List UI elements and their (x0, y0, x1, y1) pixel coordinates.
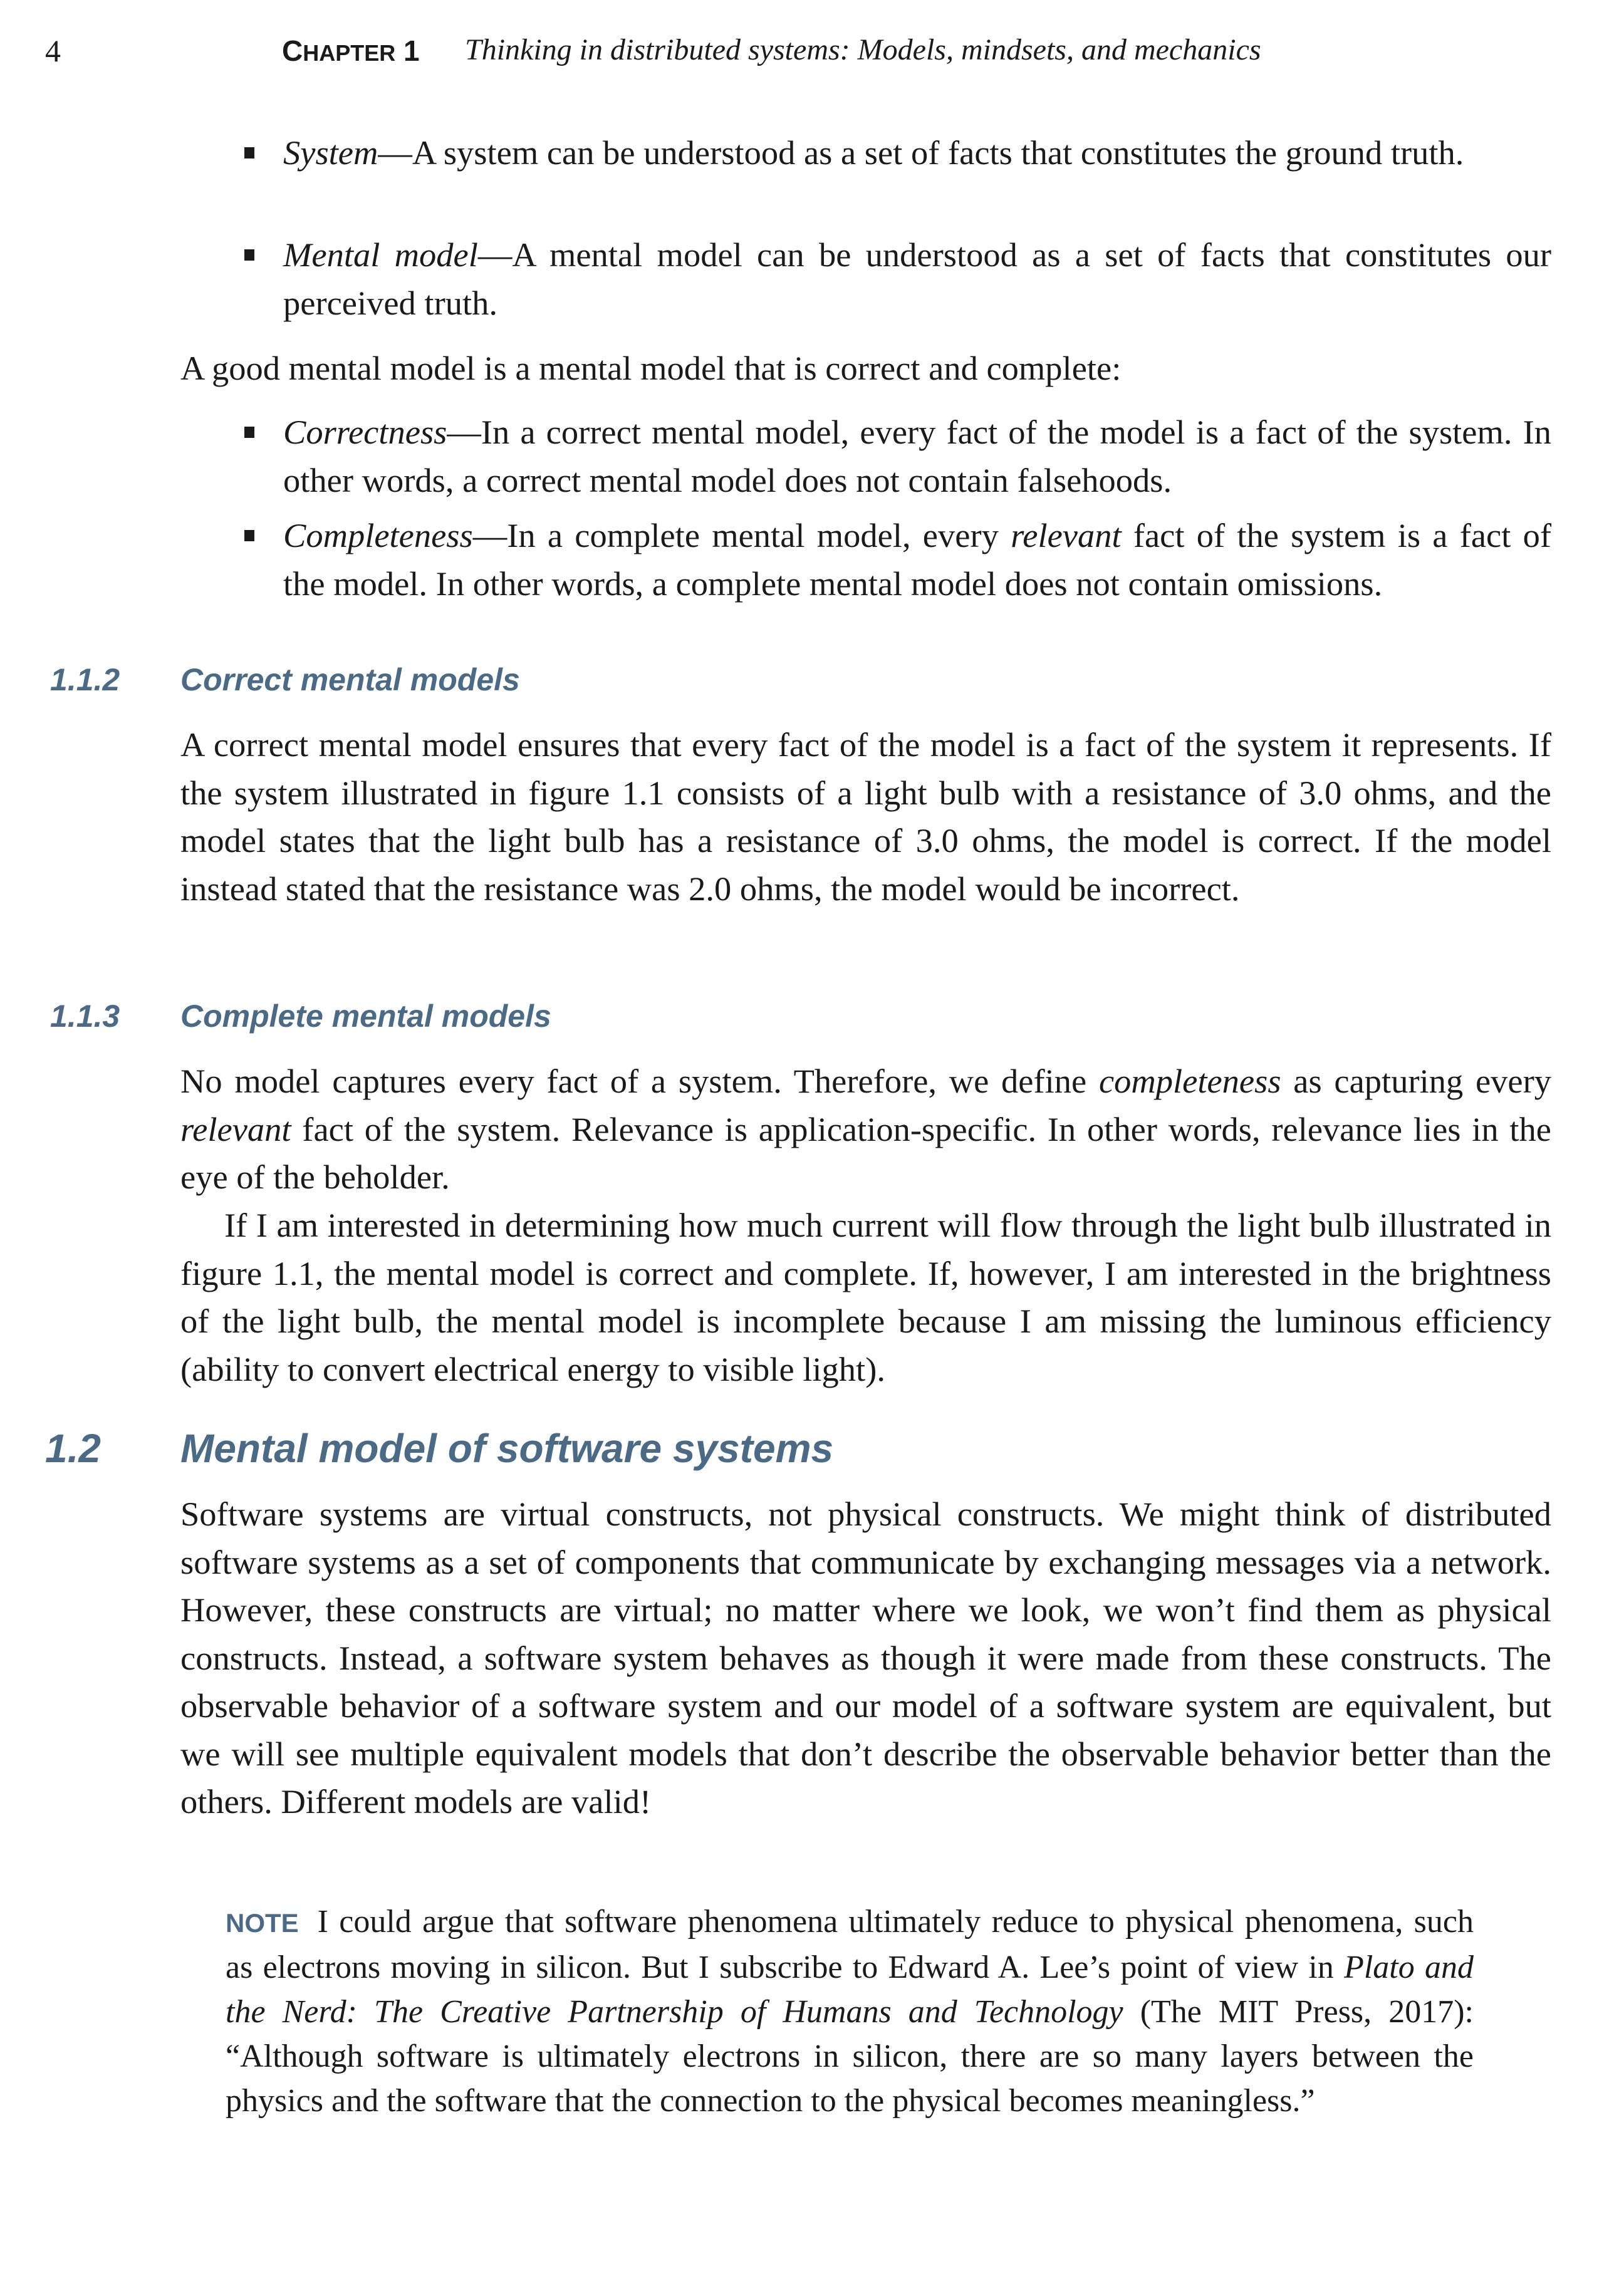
bullet-icon (244, 427, 254, 438)
definition-term: Correctness (283, 413, 447, 451)
definition-text: —A system can be understood as a set of facts that constitutes the ground truth. (378, 133, 1464, 172)
section-title: Complete mental models (180, 999, 551, 1034)
definition-term: Completeness (283, 516, 473, 554)
definition-term: Mental model (283, 236, 478, 274)
text-run: No model captures every fact of a system. Therefore, we define (180, 1062, 1099, 1100)
paragraph-complete-models-1 (180, 1057, 1551, 1202)
list-item-system (283, 129, 1551, 177)
note-text: (The MIT Press, 2017): “Although software is ultimately electrons in silicon, there are so many layers between the physics and the software that the connection to the physical becomes meaningless.” (226, 1994, 1474, 2119)
list-item-completeness (283, 512, 1551, 608)
book-title: Plato and the Nerd: The Creative Partnership of Humans and Technology (226, 1950, 1474, 2030)
definition-text: —A mental model can be understood as a set of facts that constitutes our perceived truth. (283, 236, 1551, 322)
good-model-intro: A good mental model is a mental model that is correct and complete: (180, 349, 1122, 387)
emphasis: relevant (180, 1109, 291, 1148)
note-block (226, 1899, 1474, 2123)
running-head (0, 33, 1624, 76)
section-heading-1-1-3 (0, 998, 1624, 1038)
note-text: I could argue that software phenomena ultimately reduce to physical phenomena, such as electrons moving in silicon. But I subscribe to Edward A. Lee’s point of view in (226, 1904, 1474, 1985)
bullet-icon (244, 530, 254, 541)
text-run: fact of the system. Relevance is application-specific. In other words, relevance lies in the eye of the beholder. (180, 1109, 1551, 1196)
emphasis: completeness (1098, 1062, 1281, 1100)
definition-text: fact of the system is a fact of the model. In other words, a complete mental model does not contain omissions. (283, 516, 1552, 603)
page-number: 4 (45, 33, 61, 68)
bullet-icon (244, 147, 254, 158)
section-number: 1.1.3 (50, 999, 120, 1034)
list-item-mental-model (283, 231, 1551, 327)
paragraph-correct-models: A correct mental model ensures that every fact of the model is a fact of the system it represents. If the system illustrated in figure 1.1 consists of a light bulb with a resistance of 3.0 ohms, and the model states that the light bulb has a resistance of 3.0 ohms, the model is correct. If the model instead stated that the resistance was 2.0 ohms, the model would be incorrect. (180, 725, 1551, 908)
chapter-label (282, 34, 420, 68)
definition-text: —In a correct mental model, every fact of the model is a fact of the system. In other words, a correct mental model does not contain falsehoods. (283, 413, 1551, 499)
text-run: as capturing every (1281, 1062, 1551, 1100)
bullet-icon (244, 249, 254, 261)
note-label: NOTE (226, 1908, 299, 1938)
section-title: Correct mental models (180, 662, 520, 697)
section-heading-1-1-2 (0, 662, 1624, 702)
list-item-correctness (283, 408, 1551, 504)
definition-text: —In a complete mental model, every (472, 516, 1011, 554)
section-heading-1-2 (0, 1425, 1624, 1475)
chapter-label-rest: HAPTER (303, 40, 396, 66)
definition-term: System (283, 133, 378, 172)
chapter-title: Thinking in distributed systems: Models, mindsets, and mechanics (465, 33, 1261, 66)
section-number: 1.2 (45, 1426, 101, 1471)
chapter-label-initial: C (282, 34, 303, 67)
paragraph-complete-models-2: If I am interested in determining how much current will flow through the light bulb illustrated in figure 1.1, the mental model is correct and complete. If, however, I am interested in the brightness of the light bulb, the mental model is incomplete because I am missing the luminous efficiency (ability to convert electrical energy to visible light). (180, 1206, 1551, 1388)
chapter-number: 1 (403, 34, 420, 67)
paragraph-software-systems: Software systems are virtual constructs, not physical constructs. We might think of distributed software systems as a set of components that communicate by exchanging messages via a network. However, these constructs are virtual; no matter where we look, we won’t find them as physical constructs. Instead, a software system behaves as though it were made from these constructs. The observable behavior of a software system and our model of a software system are equivalent, but we will see multiple equivalent models that don’t describe the observable behavior better than the others. Different models are valid! (180, 1495, 1551, 1821)
section-number: 1.1.2 (50, 662, 120, 697)
section-title: Mental model of software systems (180, 1426, 834, 1471)
emphasis: relevant (1011, 516, 1122, 554)
